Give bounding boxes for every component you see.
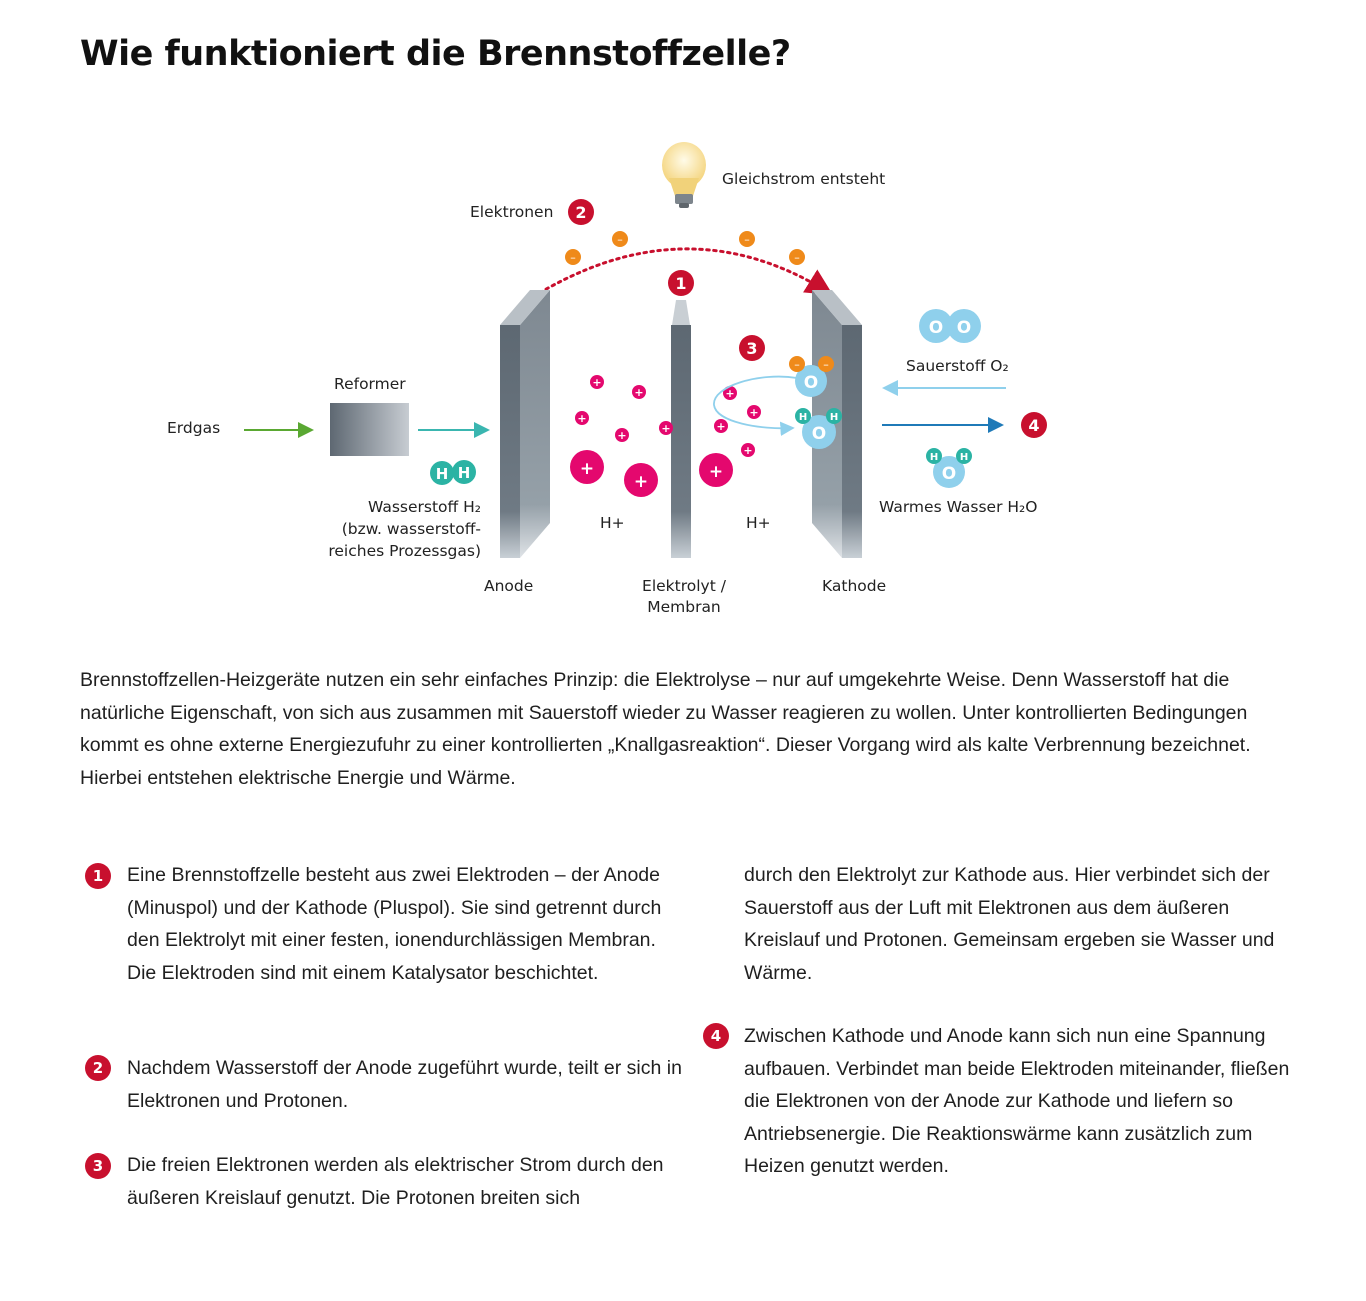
marker-4 — [1021, 412, 1047, 438]
step-3-continuation: durch den Elektrolyt zur Kathode aus. Hier verbindet sich der Sauerstoff aus der Luft mit Elektronen aus dem äußeren Kreislauf und Protonen. Gemeinsam ergeben sie Wasser und Wärme. — [744, 864, 1275, 984]
svg-text:+: + — [579, 459, 595, 479]
marker-2 — [568, 199, 594, 225]
step-4-text: Zwischen Kathode und Anode kann sich nun eine Spannung aufbauen. Verbindet man beide Elektroden miteinander, fließen die Elektronen von der Anode zur Kathode und liefern so Antriebsenergie. Die Reaktionswärme kann zusätzlich zum Heizen genutzt werden. — [744, 1025, 1290, 1177]
proton — [575, 411, 589, 425]
electrolyte-label — [642, 577, 727, 616]
marker-3 — [739, 335, 765, 361]
proton — [714, 419, 728, 433]
svg-text:4: 4 — [1028, 416, 1040, 435]
cathode-label: Kathode — [822, 577, 887, 595]
svg-text:H: H — [929, 452, 939, 463]
electrons-label: Elektronen — [470, 203, 554, 221]
svg-text:H: H — [457, 464, 471, 482]
svg-text:–: – — [794, 358, 800, 371]
warm-water-label: Warmes Wasser H₂O — [879, 498, 1038, 516]
electron — [789, 249, 805, 265]
svg-text:+: + — [661, 422, 671, 435]
svg-text:Wasserstoff H₂: Wasserstoff H₂ — [367, 498, 481, 516]
proton-group — [570, 375, 761, 497]
svg-text:(bzw. wasserstoff-: (bzw. wasserstoff- — [341, 520, 481, 538]
proton — [615, 428, 629, 442]
svg-text:O: O — [811, 424, 827, 444]
svg-text:3: 3 — [746, 339, 758, 358]
svg-text:H: H — [829, 412, 839, 423]
oxygen-molecule — [919, 309, 981, 343]
step-4-badge: 4 — [703, 1023, 729, 1049]
svg-text:O: O — [928, 318, 944, 338]
reformer-label: Reformer — [334, 375, 406, 393]
svg-text:+: + — [749, 406, 759, 419]
svg-text:+: + — [743, 444, 753, 457]
light-bulb-icon — [662, 142, 706, 208]
svg-text:+: + — [708, 462, 724, 482]
natural-gas-label: Erdgas — [167, 419, 221, 437]
step-2-text: Nachdem Wasserstoff der Anode zugeführt wurde, teilt er sich in Elektronen und Protonen. — [127, 1057, 682, 1112]
svg-text:1: 1 — [675, 274, 687, 293]
membrane-plate — [671, 300, 691, 558]
svg-text:+: + — [725, 387, 735, 400]
svg-text:–: – — [794, 251, 800, 264]
water-molecule-output — [926, 448, 972, 488]
oxygen-label: Sauerstoff O₂ — [906, 357, 1009, 375]
step-3-text: Die freien Elektronen werden als elektrischer Strom durch den äußeren Kreislauf genutzt. Die Protonen breiten sich — [127, 1154, 664, 1209]
svg-text:+: + — [716, 420, 726, 433]
electron — [565, 249, 581, 265]
step-2-badge: 2 — [85, 1055, 111, 1081]
proton-label-anode-side: H+ — [600, 514, 625, 532]
electron — [612, 231, 628, 247]
svg-text:+: + — [577, 412, 587, 425]
reformer-box — [330, 403, 409, 456]
dc-label: Gleichstrom entsteht — [722, 170, 886, 188]
proton — [741, 443, 755, 457]
svg-text:Membran: Membran — [647, 598, 721, 616]
anode-plate — [500, 290, 550, 558]
proton — [659, 421, 673, 435]
svg-text:+: + — [633, 472, 649, 492]
step-1-badge: 1 — [85, 863, 111, 889]
proton — [590, 375, 604, 389]
svg-text:O: O — [803, 373, 819, 393]
proton — [632, 385, 646, 399]
svg-text:+: + — [617, 429, 627, 442]
svg-text:H: H — [435, 465, 449, 483]
svg-text:–: – — [617, 233, 623, 246]
step-1-text: Eine Brennstoffzelle besteht aus zwei Elektroden – der Anode (Minuspol) und der Kathode (Pluspol). Sie sind getrennt durch den Elektrolyt mit einer festen, ionendurchlässigen Membran. Die Elektroden sind mit einem Katalysator beschichtet. — [127, 864, 662, 984]
proton — [747, 405, 761, 419]
page-title: Wie funktioniert die Brennstoffzelle? — [80, 34, 791, 74]
hydrogen-molecule — [430, 460, 476, 485]
svg-text:–: – — [570, 251, 576, 264]
proton — [624, 463, 658, 497]
svg-text:2: 2 — [575, 203, 587, 222]
anode-label: Anode — [484, 577, 534, 595]
proton — [570, 450, 604, 484]
svg-text:+: + — [634, 386, 644, 399]
svg-text:O: O — [941, 464, 957, 484]
proton — [699, 453, 733, 487]
electron — [739, 231, 755, 247]
reaction-loop-arrow — [714, 377, 797, 429]
hydrogen-label — [328, 498, 481, 560]
svg-text:H: H — [959, 452, 969, 463]
fuel-cell-diagram — [0, 0, 1366, 640]
svg-text:H: H — [798, 412, 808, 423]
svg-text:–: – — [823, 358, 829, 371]
svg-text:reiches Prozessgas): reiches Prozessgas) — [328, 542, 481, 560]
svg-text:Elektrolyt /: Elektrolyt / — [642, 577, 726, 595]
marker-1 — [668, 270, 694, 296]
svg-text:O: O — [956, 318, 972, 338]
proton-label-cathode-side: H+ — [746, 514, 771, 532]
intro-paragraph: Brennstoffzellen-Heizgeräte nutzen ein sehr einfaches Prinzip: die Elektrolyse – nur auf umgekehrte Weise. Denn Wasserstoff hat die natürliche Eigenschaft, von sich aus zusammen mit Sauerstoff wieder zu Wasser reagieren zu wollen. Unter kontrollierten Bedingungen kommt es ohne externe Energiezufuhr zu einer kontrollierten „Knallgasreaktion“. Dieser Vorgang wird als kalte Verbrennung bezeichnet. Hierbei entstehen elektrische Energie und Wärme. — [80, 669, 1251, 789]
step-3-badge: 3 — [85, 1153, 111, 1179]
svg-text:+: + — [592, 376, 602, 389]
svg-text:–: – — [744, 233, 750, 246]
